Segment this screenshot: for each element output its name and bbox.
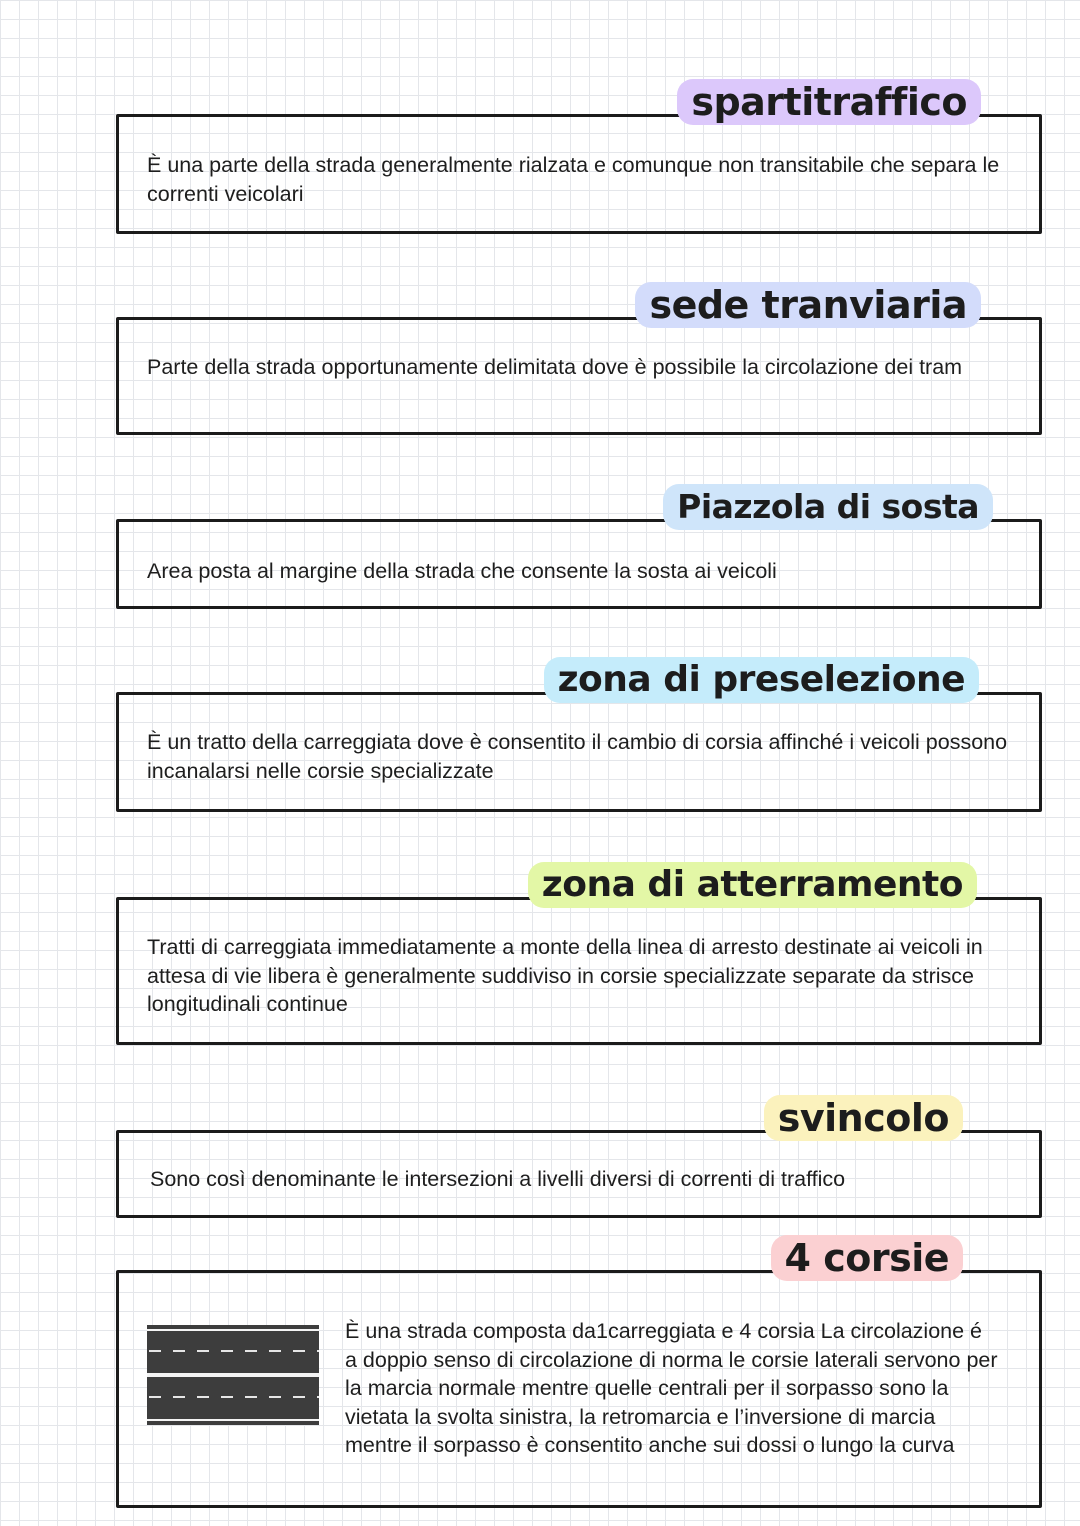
card-text-svincolo: Sono così denominante le intersezioni a livelli diversi di correnti di traffico — [150, 1167, 846, 1191]
card-text-spartitraffico: È una parte della strada generalmente rialzata e comunque non transitabile che separa le correnti veicolari — [147, 153, 1000, 206]
card-title-svincolo: svincolo — [764, 1095, 963, 1141]
card-title-piazzola-di-sosta: Piazzola di sosta — [663, 484, 993, 530]
card-text-sede-tranviaria: Parte della strada opportunamente delimitata dove è possibile la circolazione dei tram — [147, 355, 963, 379]
card-sede-tranviaria — [116, 283, 1042, 435]
card-title-zona-di-atterramento: zona di atterramento — [528, 862, 977, 908]
card-text-piazzola-di-sosta: Area posta al margine della strada che consente la sosta ai veicoli — [147, 559, 777, 583]
card-text-zona-di-atterramento: Tratti di carreggiata immediatamente a monte della linea di arresto destinate ai veicoli in attesa di vie libera è generalmente suddiviso in corsie specializzate separate da strisce longitudinali continue — [147, 935, 983, 1016]
four-lane-road-icon — [147, 1325, 319, 1425]
card-title-spartitraffico: spartitraffico — [677, 79, 981, 125]
card-zona-di-preselezione — [116, 659, 1042, 812]
card-piazzola-di-sosta — [116, 487, 1042, 609]
card-4-corsie — [116, 1236, 1042, 1508]
card-text-zona-di-preselezione: È un tratto della carreggiata dove è consentito il cambio di corsia affinché i veicoli possono incanalarsi nelle corsie specializzate — [147, 730, 1008, 783]
card-text-4-corsie: È una strada composta da1carreggiata e 4 corsia La circolazione é a doppio senso di circolazione di norma le corsie laterali servono per la marcia normale mentre quelle centrali per il sorpasso sono la vietata la svolta sinistra, la retromarcia e l’inversione di marcia mentre il sorpasso è consentito anche sui dossi o lungo la curva — [345, 1319, 998, 1457]
card-title-zona-di-preselezione: zona di preselezione — [544, 657, 979, 703]
card-title-4-corsie: 4 corsie — [771, 1235, 963, 1281]
card-title-sede-tranviaria: sede tranviaria — [635, 282, 981, 328]
card-spartitraffico — [116, 80, 1042, 234]
card-zona-di-atterramento — [116, 864, 1042, 1045]
card-svincolo — [116, 1096, 1042, 1218]
